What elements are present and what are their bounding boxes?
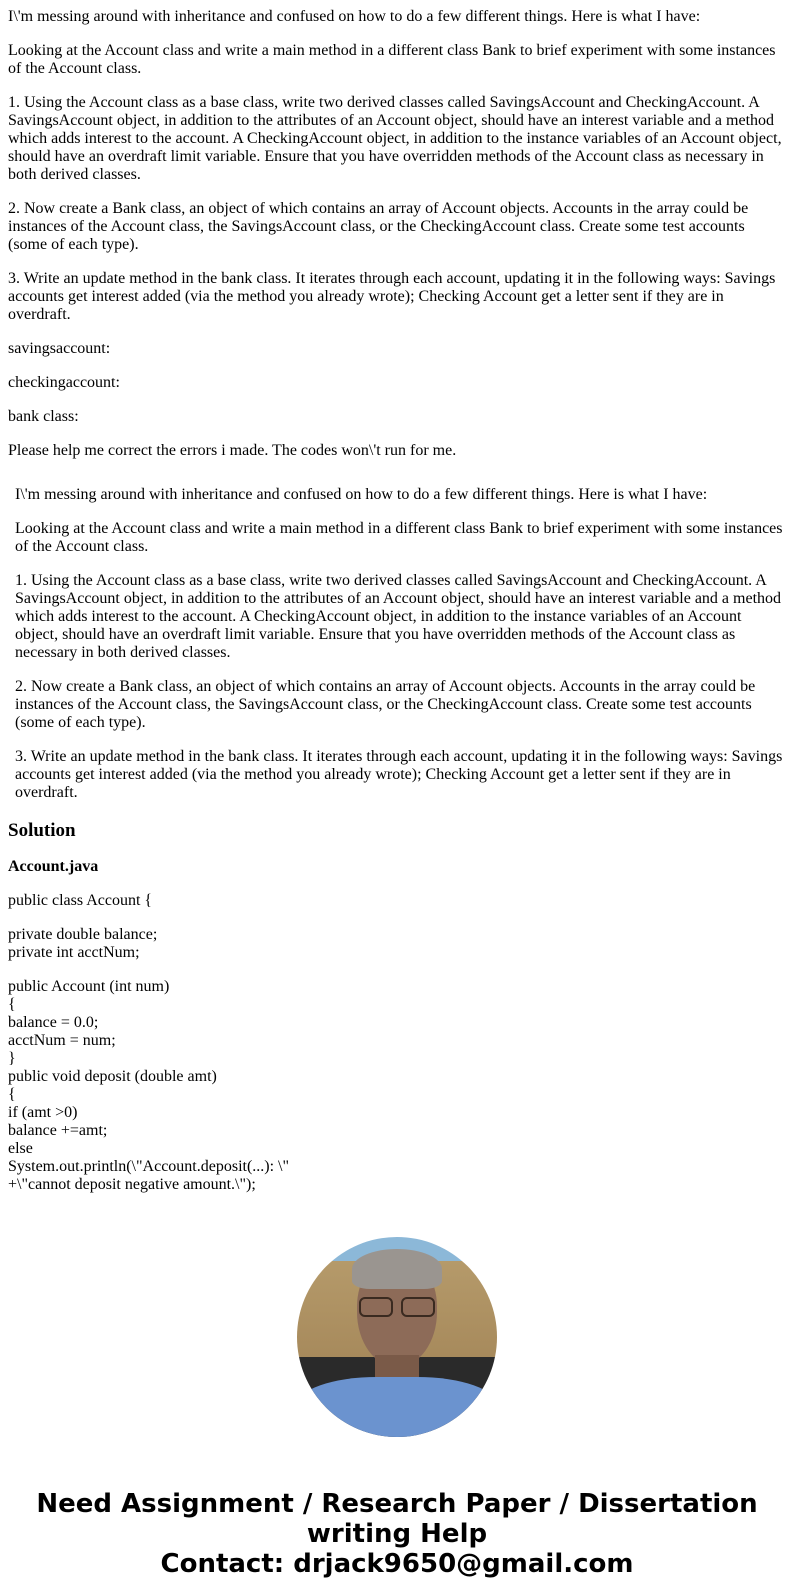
help-request: Please help me correct the errors i made. The codes won\'t run for me. xyxy=(8,442,457,459)
question-paragraph: 1. Using the Account class as a base class, write two derived classes called SavingsAccount and CheckingAccount. A SavingsAccount object, in addition to the attributes of an Account object, should have an interest variable and a method which adds interest to the account. A CheckingAccount object, in addition to the instance variables of an Account object, should have an overdraft limit variable. Ensure that you have overridden methods of the Account class as necessary in both derived classes. xyxy=(8,94,782,183)
ad-contact: Contact: drjack9650@gmail.com xyxy=(160,1549,634,1579)
code-line: System.out.println(\"Account.deposit(...): \" xyxy=(8,1158,290,1175)
quote-intro: I\'m messing around with inheritance and confused on how to do a few different things. Here is what I have: xyxy=(15,486,708,503)
quoted-question xyxy=(15,486,786,802)
code-line: public Account (int num) xyxy=(8,978,170,995)
question-paragraph: 3. Write an update method in the bank class. It iterates through each account, updating it in the following ways: Savings accounts get interest added (via the method you already wrote); Checking Account get a letter sent if they are in overdraft. xyxy=(8,270,776,323)
savings-label: savingsaccount: xyxy=(8,340,111,357)
code-block xyxy=(8,978,786,1194)
code-line: public void deposit (double amt) xyxy=(8,1068,217,1085)
ad-line: Need Assignment / Research Paper / Dissertation writing Help xyxy=(36,1489,758,1549)
avatar-shirt xyxy=(297,1377,497,1437)
avatar-hair xyxy=(352,1249,442,1289)
quote-paragraph: 2. Now create a Bank class, an object of which contains an array of Account objects. Accounts in the array could be instances of the Account class, the SavingsAccount class, or the CheckingAccount class. Create some test accounts (some of each type). xyxy=(15,678,756,731)
quote-paragraph: Looking at the Account class and write a main method in a different class Bank to brief experiment with some instances of the Account class. xyxy=(15,520,783,555)
code-line: if (amt >0) xyxy=(8,1104,78,1121)
question-paragraph: 2. Now create a Bank class, an object of which contains an array of Account objects. Accounts in the array could be instances of the Account class, the SavingsAccount class, or the CheckingAccount class. Create some test accounts (some of each type). xyxy=(8,200,749,253)
glasses-icon xyxy=(359,1297,393,1317)
file-name: Account.java xyxy=(8,858,99,875)
quote-paragraph: 3. Write an update method in the bank class. It iterates through each account, updating it in the following ways: Savings accounts get interest added (via the method you already wrote); Checking Account get a letter sent if they are in overdraft. xyxy=(15,748,783,801)
assignment-help-ad xyxy=(8,1489,786,1579)
code-line: public class Account { xyxy=(8,892,153,909)
code-line: { xyxy=(8,996,16,1013)
code-block xyxy=(8,892,786,910)
quote-paragraph: 1. Using the Account class as a base class, write two derived classes called SavingsAccount and CheckingAccount. A SavingsAccount object, in addition to the attributes of an Account object, should have an interest variable and a method which adds interest to the account. A CheckingAccount object, in addition to the instance variables of an Account object, should have an overdraft limit variable. Ensure that you have overridden methods of the Account class as necessary in both derived classes. xyxy=(15,572,782,661)
code-line: balance +=amt; xyxy=(8,1122,108,1139)
question-paragraph: Looking at the Account class and write a main method in a different class Bank to brief experiment with some instances of the Account class. xyxy=(8,42,776,77)
code-line: acctNum = num; xyxy=(8,1032,116,1049)
code-line: { xyxy=(8,1086,16,1103)
code-line: balance = 0.0; xyxy=(8,1014,99,1031)
code-line: +\"cannot deposit negative amount.\"); xyxy=(8,1176,256,1193)
glasses-icon xyxy=(401,1297,435,1317)
checking-label: checkingaccount: xyxy=(8,374,120,391)
question-intro: I\'m messing around with inheritance and confused on how to do a few different things. Here is what I have: xyxy=(8,8,701,25)
code-line: private double balance; xyxy=(8,926,158,943)
bank-label: bank class: xyxy=(8,408,79,425)
question-body xyxy=(0,8,794,1579)
code-line: private int acctNum; xyxy=(8,944,140,961)
solution-heading: Solution xyxy=(8,820,76,841)
code-listing xyxy=(8,892,786,1194)
code-line: else xyxy=(8,1140,33,1157)
author-avatar xyxy=(297,1237,497,1437)
code-line: } xyxy=(8,1050,16,1067)
code-block xyxy=(8,926,786,962)
